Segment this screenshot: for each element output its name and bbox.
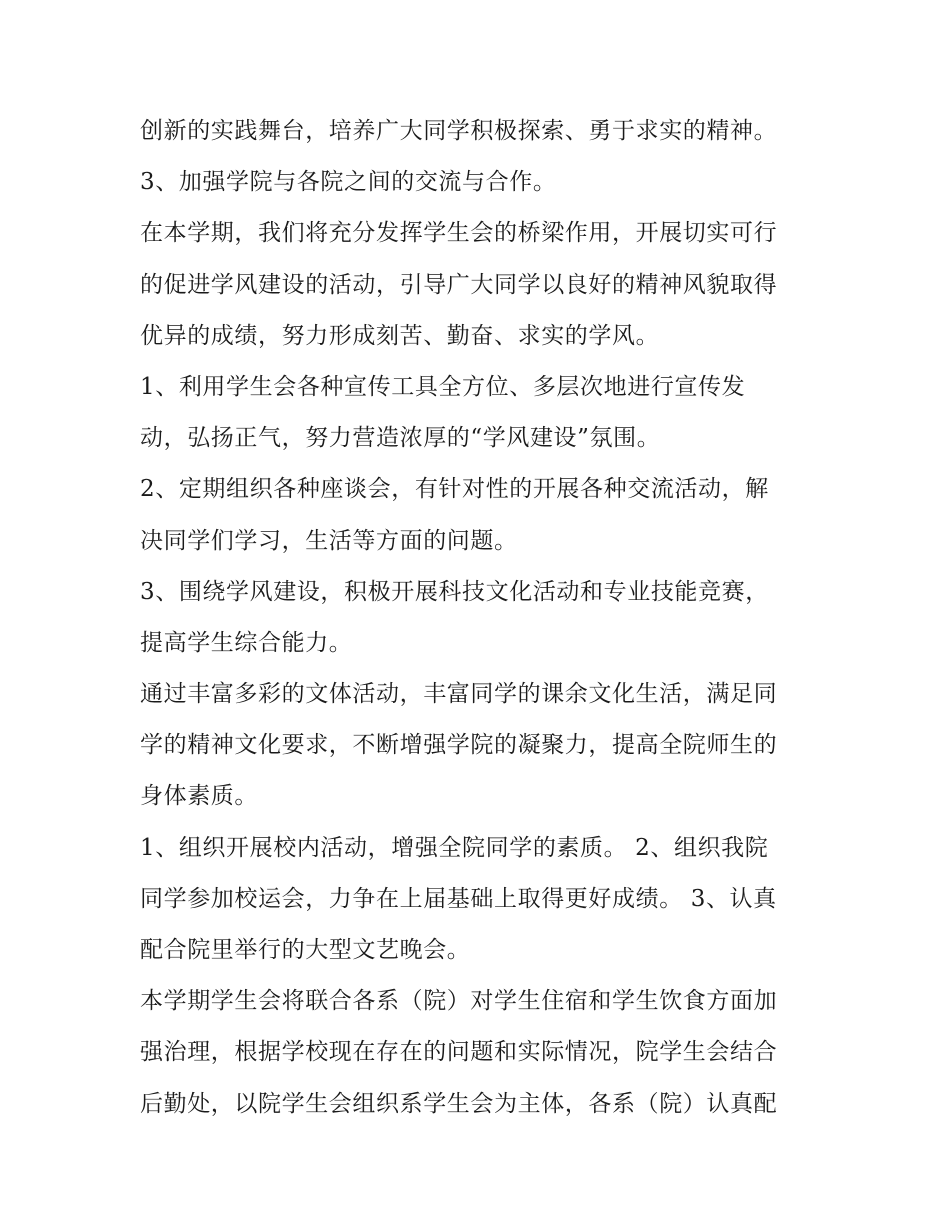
text-line: 2、定期组织各种座谈会，有针对性的开展各种交流活动，解 <box>140 476 769 503</box>
text-line: 本学期学生会将联合各系（院）对学生住宿和学生饮食方面加 <box>140 988 778 1015</box>
text-line: 配合院里举行的大型文艺晚会。 <box>140 937 471 963</box>
text-line: 优异的成绩，努力形成刻苦、勤奋、求实的学风。 <box>140 322 660 349</box>
text-line: 通过丰富多彩的文体活动，丰富同学的课余文化生活，满足同 <box>140 681 778 708</box>
document-body <box>140 106 820 1130</box>
text-line: 的促进学风建设的活动，引导广大同学以良好的精神风貌取得 <box>140 271 778 298</box>
text-line: 强治理，根据学校现在存在的问题和实际情况，院学生会结合 <box>140 1039 778 1066</box>
text-line: 1、利用学生会各种宣传工具全方位、多层次地进行宣传发 <box>140 373 746 400</box>
text-line: 在本学期，我们将充分发挥学生会的桥梁作用，开展切实可行 <box>140 220 778 247</box>
text-line: 后勤处，以院学生会组织系学生会为主体，各系（院）认真配 <box>140 1090 778 1117</box>
text-line: 身体素质。 <box>140 783 258 810</box>
text-line: 创新的实践舞台，培养广大同学积极探索、勇于求实的精神。 <box>140 118 778 144</box>
text-line: 决同学们学习，生活等方面的问题。 <box>140 527 518 554</box>
text-line: 提高学生综合能力。 <box>140 629 353 656</box>
text-line: 同学参加校运会，力争在上届基础上取得更好成绩。 3、认真 <box>140 885 777 912</box>
text-line: 学的精神文化要求，不断增强学院的凝聚力，提高全院师生的 <box>140 732 778 759</box>
text-line: 3、加强学院与各院之间的交流与合作。 <box>140 169 557 196</box>
text-line: 3、围绕学风建设，积极开展科技文化活动和专业技能竞赛， <box>140 578 769 605</box>
text-line: 动，弘扬正气，努力营造浓厚的“学风建设”氛围。 <box>140 425 661 452</box>
text-line: 1、组织开展校内活动，增强全院同学的素质。 2、组织我院 <box>140 834 769 861</box>
